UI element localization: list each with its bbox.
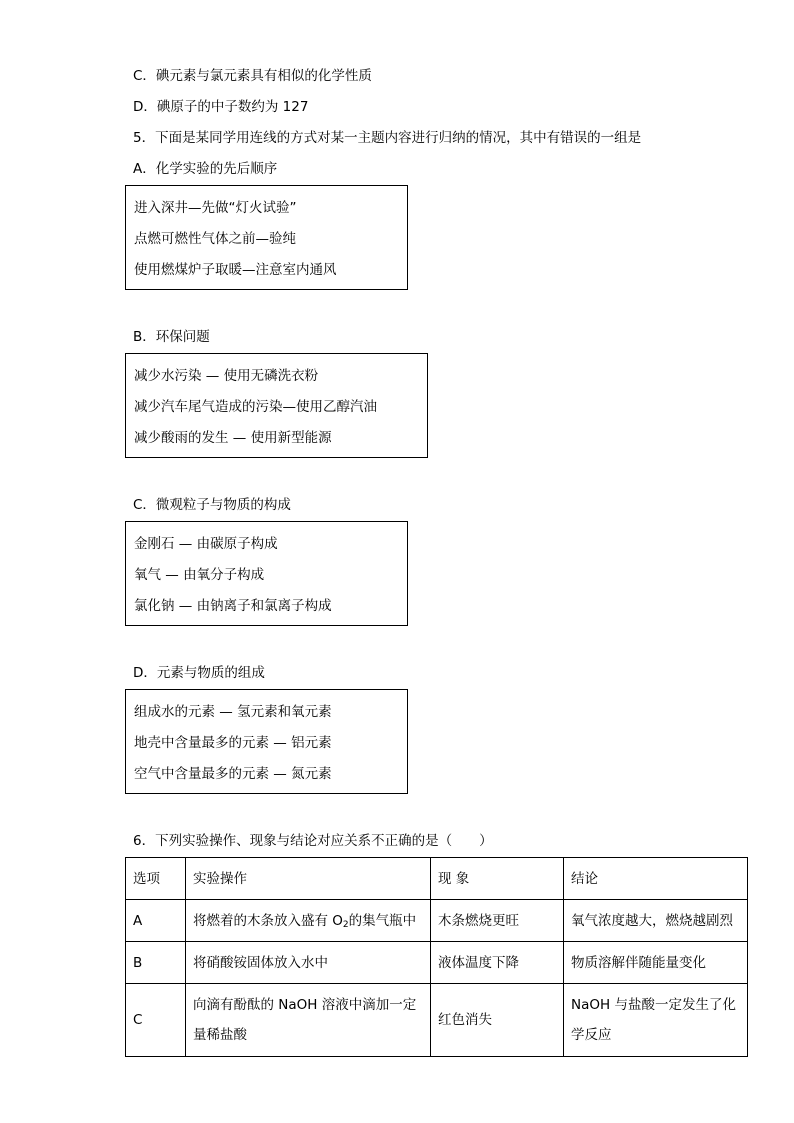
q5-group-c-item: 氧气 — 由氧分子构成: [134, 567, 265, 583]
q4-option-d: D．碘原子的中子数约为 127: [133, 99, 309, 115]
table-row: [126, 984, 748, 1057]
subscript: 2: [342, 919, 349, 930]
q5-group-a-item: 进入深井—先做“灯火试验”: [134, 200, 297, 216]
q5-group-b-item: 减少酸雨的发生 — 使用新型能源: [134, 430, 332, 446]
q5-group-a-item: 点燃可燃性气体之前—验纯: [134, 231, 296, 247]
q5-group-a-item: 使用燃煤炉子取暖—注意室内通风: [134, 262, 337, 278]
q5-stem: 5．下面是某同学用连线的方式对某一主题内容进行归纳的情况，其中有错误的一组是: [133, 130, 642, 146]
q5-group-b-item: 减少水污染 — 使用无磷洗衣粉: [134, 368, 319, 384]
header-conclusion: 结论: [564, 858, 748, 900]
table-header-row: [126, 858, 748, 900]
operation-text: 将燃着的木条放入盛有 O: [193, 912, 343, 929]
q5-group-a-title: A．化学实验的先后顺序: [133, 161, 278, 177]
q6-table: [125, 857, 748, 1057]
q5-group-a-box: [125, 185, 408, 290]
header-option: 选项: [126, 858, 186, 900]
header-operation: 实验操作: [186, 858, 431, 900]
q5-group-d-item: 空气中含量最多的元素 — 氮元素: [134, 766, 332, 782]
q4-option-c: C．碘元素与氯元素具有相似的化学性质: [133, 68, 372, 84]
q5-group-d-title: D．元素与物质的组成: [133, 665, 265, 681]
q5-group-b-box: [125, 353, 428, 458]
q5-group-c-title: C．微观粒子与物质的构成: [133, 497, 291, 513]
row-conclusion: NaOH 与盐酸一定发生了化学反应: [564, 984, 748, 1057]
q5-group-d-item: 地壳中含量最多的元素 — 铝元素: [134, 735, 332, 751]
q5-group-d-box: [125, 689, 408, 794]
operation-text: 将硝酸铵固体放入水中: [193, 954, 328, 971]
q5-group-c-item: 金刚石 — 由碳原子构成: [134, 536, 278, 552]
q5-group-d-item: 组成水的元素 — 氢元素和氧元素: [134, 704, 332, 720]
q5-group-b-title: B．环保问题: [133, 329, 210, 345]
row-operation: 向滴有酚酞的 NaOH 溶液中滴加一定量稀盐酸: [186, 984, 431, 1057]
operation-text: 的集气瓶中: [348, 912, 417, 929]
row-option: B: [126, 942, 186, 984]
row-conclusion: 物质溶解伴随能量变化: [564, 942, 748, 984]
row-phenomenon: 红色消失: [431, 984, 564, 1057]
q5-group-c-item: 氯化钠 — 由钠离子和氯离子构成: [134, 598, 332, 614]
row-operation: [186, 900, 431, 942]
header-phenomenon: 现 象: [431, 858, 564, 900]
row-option: C: [126, 984, 186, 1057]
q6-stem: 6．下列实验操作、现象与结论对应关系不正确的是（ ）: [133, 833, 493, 849]
row-option: A: [126, 900, 186, 942]
q5-group-b-item: 减少汽车尾气造成的污染—使用乙醇汽油: [134, 399, 377, 415]
row-operation: [186, 942, 431, 984]
table-row: [126, 900, 748, 942]
row-phenomenon: 木条燃烧更旺: [431, 900, 564, 942]
table-row: [126, 942, 748, 984]
q5-group-c-box: [125, 521, 408, 626]
row-phenomenon: 液体温度下降: [431, 942, 564, 984]
row-conclusion: 氧气浓度越大，燃烧越剧烈: [564, 900, 748, 942]
